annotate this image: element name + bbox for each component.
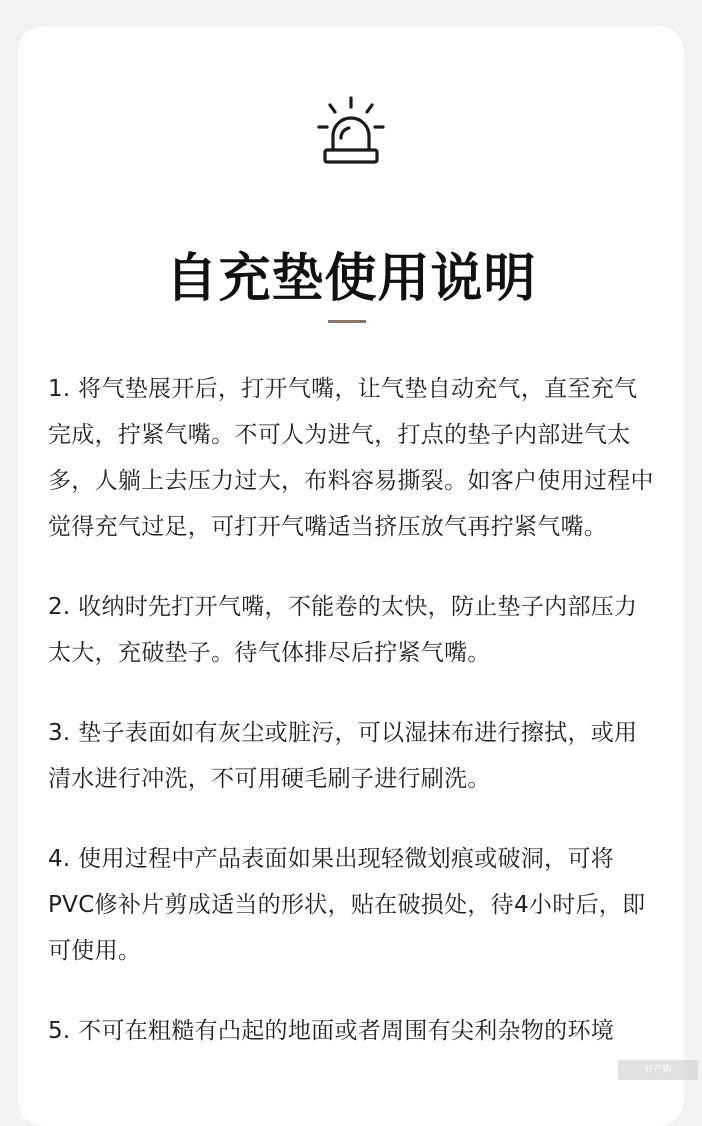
instruction-item-2: 2. 收纳时先打开气嘴，不能卷的太快，防止垫子内部压力太大，充破垫子。待气体排尽后拧紧气嘴。 [48,594,638,666]
alarm-light-icon-svg [313,96,389,168]
instruction-item-5: 5. 不可在粗糙有凸起的地面或者周围有尖利杂物的环境 [48,1018,615,1044]
title-divider [328,320,366,323]
alarm-light-icon [18,96,684,166]
instruction-item-1: 1. 将气垫展开后，打开气嘴，让气垫自动充气，直至充气完成，拧紧气嘴。不可人为进气，打点的垫子内部进气太多，人躺上去压力过大，布料容易撕裂。如客户使用过程中觉得充气过足，可打开气嘴适当挤压放气再拧紧气嘴。 [48,376,654,540]
watermark: 好产购 [618,1060,698,1080]
instruction-list [48,366,660,1088]
instruction-item-4: 4. 使用过程中产品表面如果出现轻微划痕或破洞，可将PVC修补片剪成适当的形状，贴在破损处，待4小时后，即可使用。 [48,846,646,964]
page-title: 自充垫使用说明 [165,249,537,309]
instruction-card [18,26,684,1126]
instruction-item-3: 3. 垫子表面如有灰尘或脏污，可以湿抹布进行擦拭，或用清水进行冲洗，不可用硬毛刷子进行刷洗。 [48,720,638,792]
